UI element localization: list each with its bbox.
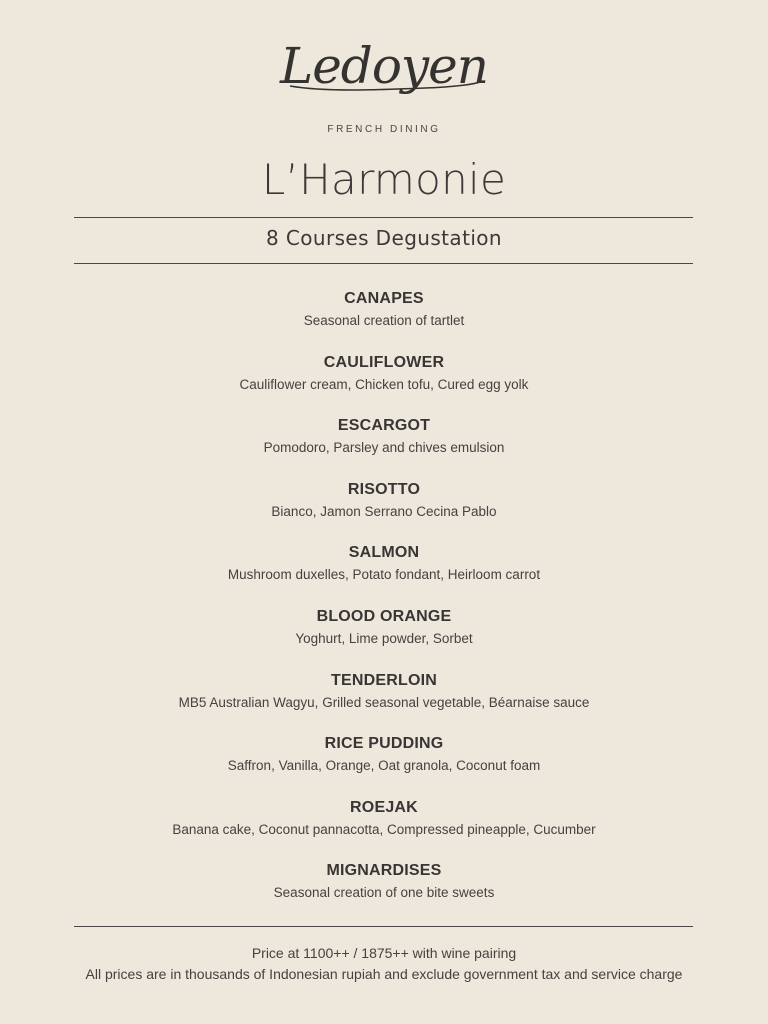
price-text: Price at 1100++ / 1875++ with wine pairing	[251, 945, 517, 961]
course-description: Mushroom duxelles, Potato fondant, Heirloom carrot	[227, 567, 541, 583]
course-description: Seasonal creation of tartlet	[303, 313, 465, 328]
course-item	[0, 670, 768, 734]
course-name: CANAPES	[344, 290, 424, 307]
pricing-note: All prices are in thousands of Indonesian rupiah and exclude government tax and service charge	[85, 966, 683, 982]
course-name: CAULIFLOWER	[323, 353, 445, 371]
divider-footer	[74, 926, 693, 927]
course-item	[0, 860, 768, 924]
course-name: BLOOD ORANGE	[316, 607, 452, 625]
divider-top	[74, 217, 693, 218]
course-name: SALMON	[348, 544, 420, 562]
course-item	[0, 288, 768, 352]
menu-title: L’Harmonie	[261, 155, 507, 204]
course-description: Saffron, Vanilla, Orange, Oat granola, Coconut foam	[227, 758, 541, 774]
divider-subtitle	[74, 263, 693, 264]
course-item	[0, 352, 768, 416]
course-item	[0, 797, 768, 861]
brand-name: Ledoyen	[280, 37, 488, 95]
course-description: Yoghurt, Lime powder, Sorbet	[295, 630, 473, 646]
course-item	[0, 415, 768, 479]
course-item	[0, 733, 768, 797]
logo-swash-icon	[285, 82, 485, 112]
course-name: ESCARGOT	[337, 417, 431, 435]
course-name: TENDERLOIN	[331, 671, 437, 689]
course-description: Seasonal creation of one bite sweets	[273, 885, 495, 901]
brand-tagline: FRENCH DINING	[327, 124, 441, 135]
course-description: MB5 Australian Wagyu, Grilled seasonal vegetable, Béarnaise sauce	[178, 694, 590, 710]
course-name: RISOTTO	[347, 480, 421, 498]
course-list	[0, 288, 768, 924]
course-item	[0, 606, 768, 670]
course-item	[0, 542, 768, 606]
menu-subtitle: 8 Courses Degustation	[266, 226, 502, 250]
course-name: MIGNARDISES	[326, 862, 442, 880]
course-description: Banana cake, Coconut pannacotta, Compressed pineapple, Cucumber	[172, 821, 596, 837]
course-name: RICE PUDDING	[324, 735, 444, 753]
course-item	[0, 479, 768, 543]
footer	[0, 943, 768, 985]
course-description: Cauliflower cream, Chicken tofu, Cured egg yolk	[239, 376, 529, 392]
course-description: Bianco, Jamon Serrano Cecina Pablo	[271, 503, 497, 519]
course-name: ROEJAK	[350, 798, 418, 816]
course-description: Pomodoro, Parsley and chives emulsion	[263, 440, 505, 456]
